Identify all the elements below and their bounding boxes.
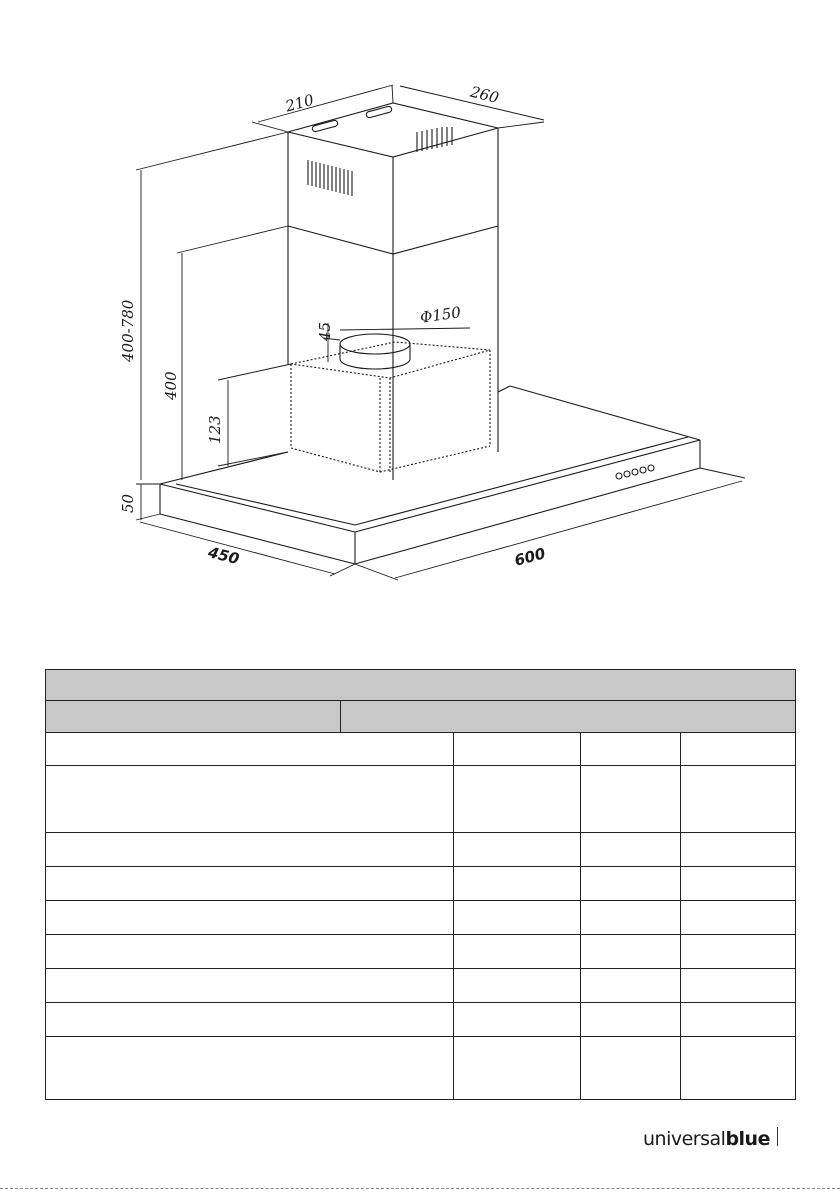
table-row (46, 867, 796, 901)
dim-label-chimney-depth: 210 (283, 90, 316, 116)
dim-label-collar-height: 45 (316, 321, 334, 341)
table-subheader-row (46, 701, 796, 733)
dim-label-lower-height: 400 (162, 371, 180, 400)
dim-label-canopy-height: 50 (119, 493, 137, 513)
table-title-cell (46, 670, 796, 701)
dim-label-total-height: 400-780 (119, 299, 137, 362)
table-row (46, 1003, 796, 1037)
control-buttons (616, 465, 654, 479)
brand-logo (643, 1128, 770, 1150)
table-header-row (46, 670, 796, 701)
table-row (46, 766, 796, 833)
brand-logo-light: universal (643, 1128, 726, 1150)
dim-label-canopy-depth: 450 (206, 543, 242, 569)
dimension-lines (136, 85, 745, 580)
table-row (46, 901, 796, 935)
motor-housing (291, 342, 490, 473)
table-subheader-left (46, 701, 341, 733)
dim-label-chimney-width: 260 (468, 82, 501, 108)
table-subheader-right (341, 701, 796, 733)
dim-label-duct-diameter: Φ150 (418, 303, 462, 327)
table-row (46, 833, 796, 867)
vent-slots-side (417, 127, 452, 152)
table-row (46, 969, 796, 1003)
brand-logo-bold: blue (725, 1128, 770, 1150)
brand-divider (777, 1127, 778, 1146)
canopy (160, 386, 700, 564)
vent-slots-front (308, 160, 352, 196)
table-row (46, 1037, 796, 1100)
chimney-upper (288, 103, 498, 254)
dim-label-housing-height: 123 (206, 415, 224, 444)
table-row (46, 935, 796, 969)
page-bottom-rule (0, 1188, 840, 1189)
duct-collar (340, 334, 410, 369)
dim-label-canopy-width: 600 (512, 544, 548, 570)
table-row (46, 733, 796, 766)
specification-table (45, 669, 796, 1100)
